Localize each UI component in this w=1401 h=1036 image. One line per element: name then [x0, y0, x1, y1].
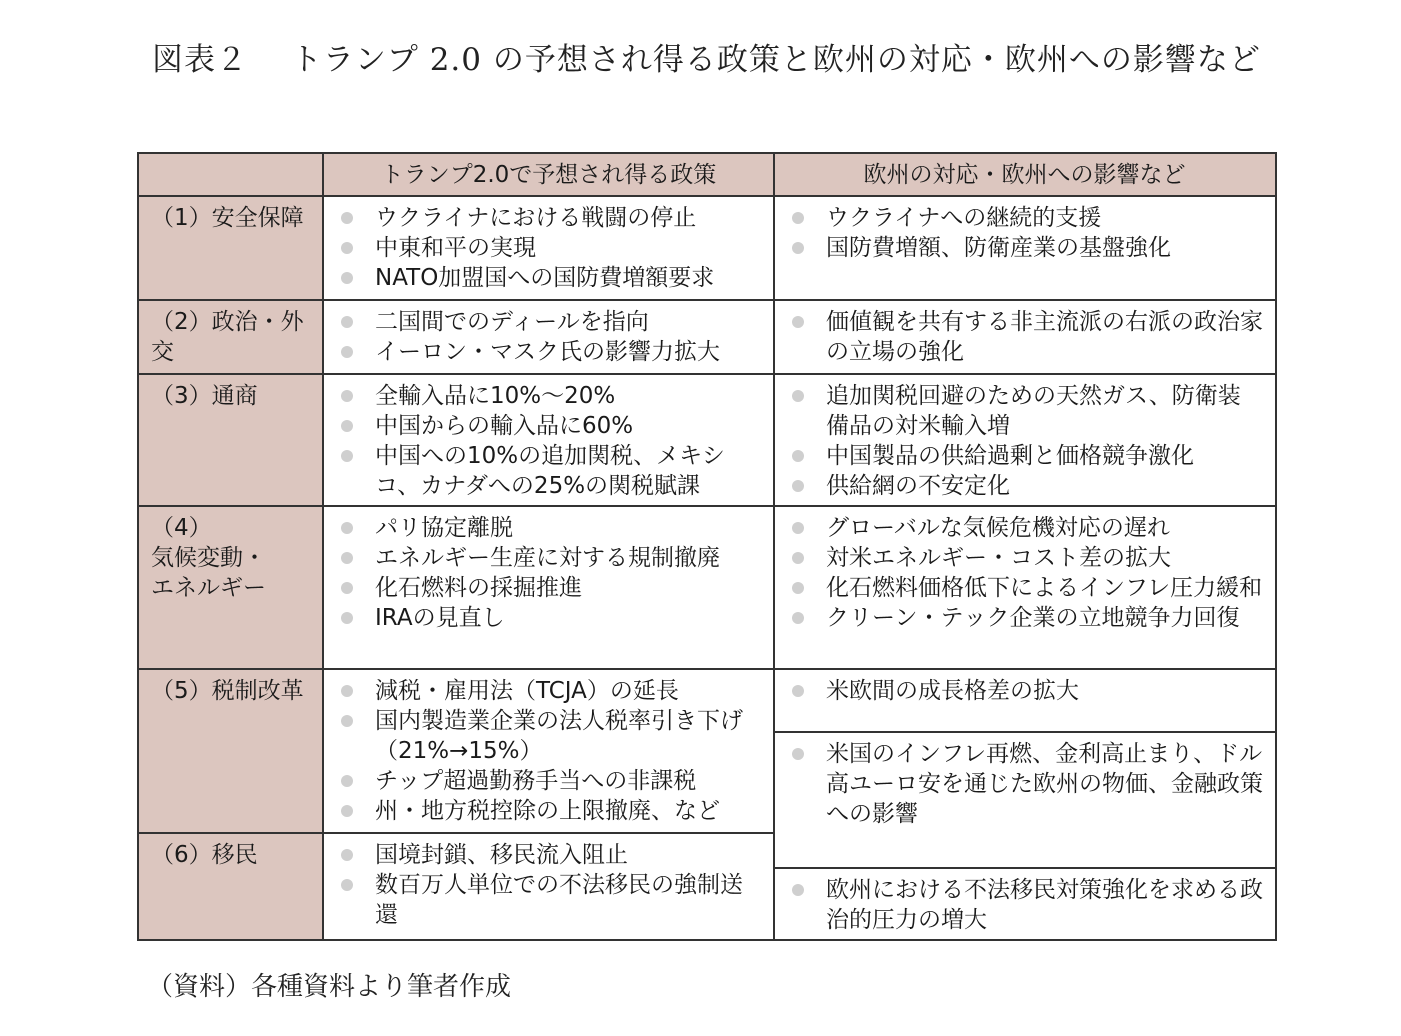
list-item: チップ超過勤務手当への非課税 [337, 766, 762, 796]
list-item: 州・地方税控除の上限撤廃、など [337, 796, 762, 826]
list-item: 欧州における不法移民対策強化を求める政治的圧力の増大 [788, 875, 1263, 935]
policies-trade [323, 374, 774, 506]
list-item: 中国製品の供給過剰と価格競争激化 [788, 441, 1263, 471]
header-policies: トランプ2.0で予想され得る政策 [323, 154, 774, 196]
list-item: 中国への10%の追加関税、メキシコ、カナダへの25%の関税賦課 [337, 441, 762, 501]
list-item: パリ協定離脱 [337, 513, 762, 543]
header-corner [139, 154, 323, 196]
list-item: 減税・雇用法（TCJA）の延長 [337, 676, 762, 706]
impacts-growth-gap [774, 669, 1275, 732]
list-item: 二国間でのディールを指向 [337, 307, 762, 337]
list-item: エネルギー生産に対する規制撤廃 [337, 543, 762, 573]
impacts-immigration [774, 868, 1275, 939]
policies-security [323, 196, 774, 300]
impacts-trade [774, 374, 1275, 506]
category-trade: （3）通商 [139, 374, 323, 506]
row-divider [774, 731, 1275, 733]
category-politics: （2）政治・外交 [139, 300, 323, 374]
list-item: クリーン・テック企業の立地競争力回復 [788, 603, 1263, 633]
list-item: ウクライナにおける戦闘の停止 [337, 203, 762, 233]
row-divider [774, 867, 1275, 869]
list-item: 供給網の不安定化 [788, 471, 1263, 501]
policies-politics [323, 300, 774, 374]
policy-table [137, 152, 1277, 941]
impacts-inflation [774, 732, 1275, 868]
list-item: 化石燃料の採掘推進 [337, 573, 762, 603]
list-item: グローバルな気候危機対応の遅れ [788, 513, 1263, 543]
header-impacts: 欧州の対応・欧州への影響など [774, 154, 1275, 196]
row-divider [139, 832, 774, 834]
impacts-security [774, 196, 1275, 300]
category-immigration: （6）移民 [139, 833, 323, 939]
policies-immigration [323, 833, 774, 939]
list-item: 化石燃料価格低下によるインフレ圧力緩和 [788, 573, 1263, 603]
list-item: 対米エネルギー・コスト差の拡大 [788, 543, 1263, 573]
list-item: 中国からの輸入品に60% [337, 411, 762, 441]
column-divider [322, 154, 324, 939]
list-item: NATO加盟国への国防費増額要求 [337, 263, 762, 293]
list-item: 米国のインフレ再燃、金利高止まり、ドル高ユーロ安を通じた欧州の物価、金融政策への影響 [788, 739, 1263, 829]
impacts-politics [774, 300, 1275, 374]
list-item: 価値観を共有する非主流派の右派の政治家の立場の強化 [788, 307, 1263, 367]
list-item: 全輸入品に10%～20% [337, 381, 762, 411]
source-note: （資料）各種資料より筆者作成 [147, 972, 512, 1002]
list-item: 追加関税回避のための天然ガス、防衛装備品の対米輸入増 [788, 381, 1263, 441]
row-divider [139, 299, 1275, 301]
list-item: IRAの見直し [337, 603, 762, 633]
impacts-climate-energy [774, 506, 1275, 669]
list-item: イーロン・マスク氏の影響力拡大 [337, 337, 762, 367]
row-divider [139, 373, 1275, 375]
list-item: 中東和平の実現 [337, 233, 762, 263]
category-security: （1）安全保障 [139, 196, 323, 300]
list-item: 米欧間の成長格差の拡大 [788, 676, 1263, 706]
list-item: 国境封鎖、移民流入阻止 [337, 840, 762, 870]
list-item: ウクライナへの継続的支援 [788, 203, 1263, 233]
policies-tax [323, 669, 774, 833]
list-item: 国防費増額、防衛産業の基盤強化 [788, 233, 1263, 263]
list-item: 数百万人単位での不法移民の強制送還 [337, 870, 762, 930]
row-divider [139, 195, 1275, 197]
category-tax: （5）税制改革 [139, 669, 323, 833]
policies-climate-energy [323, 506, 774, 669]
column-divider [773, 154, 775, 939]
row-divider [139, 668, 1275, 670]
category-climate-energy: （4） 気候変動・ エネルギー [139, 506, 323, 669]
list-item: 国内製造業企業の法人税率引き下げ（21%→15%） [337, 706, 762, 766]
row-divider [139, 505, 1275, 507]
figure-title: 図表２ トランプ 2.0 の予想され得る政策と欧州の対応・欧州への影響など [152, 42, 1261, 78]
